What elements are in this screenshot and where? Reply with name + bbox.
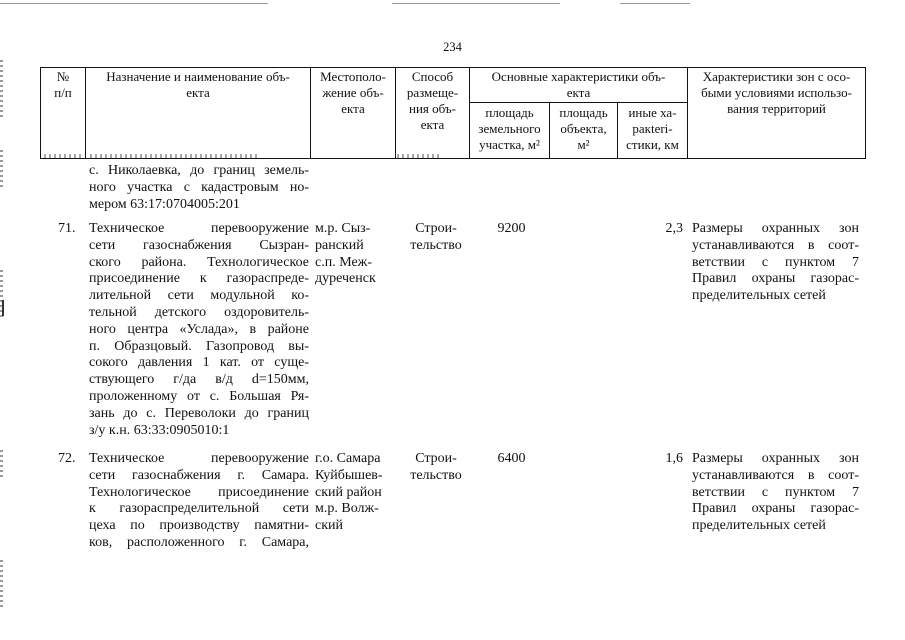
scan-noise: [397, 154, 441, 158]
margin-ink-mark: [2, 300, 4, 316]
row-71-zones: Размеры охранных зон устанавливаются в соот- ветствии с пунктом 7 Правил охраны газорас- пределительных сетей: [692, 221, 859, 304]
column-rule: [865, 67, 866, 159]
header-border-bottom: [40, 158, 866, 159]
page-number: 234: [443, 40, 462, 54]
continuation-text: с. Николаевка, до границ земель- ного участка с кадастровым но- мером 63:17:0704005:201: [89, 163, 309, 212]
header-border-top: [40, 67, 866, 68]
row-72-name: Техническое перевооружение сети газоснабжения г. Самара. Технологическое присоединение к газораспределительной сети цеха по производству памятни- ков, расположенного г. Самара,: [89, 451, 309, 550]
row-72-zones: Размеры охранных зон устанавливаются в соот- ветствии с пунктом 7 Правил охраны газорас- пределительных сетей: [692, 451, 859, 534]
subheader-rule: [469, 102, 687, 103]
margin-scan-noise: [0, 560, 3, 610]
scan-noise: [44, 154, 82, 158]
header-num: № п/п: [54, 69, 72, 100]
header-land-area: площадь земельного участка, м²: [478, 105, 541, 152]
row-72-other: 1,6: [665, 451, 683, 466]
row-71-number: 71.: [58, 221, 76, 236]
row-71-other: 2,3: [665, 221, 683, 236]
row-71-name: Техническое перевооружение сети газоснабжения Сызран- ского района. Технологическое присоединение к газораспреде- лительной сети модульной ко- тельной детского оздоровитель- ного центра «Услада», в районе п. Образцовый. Газопровод вы- сокого давления 1 кат. от суще- ствующего г/да в/д d=150мм, проложенному от с. Большая Ря- зань до с. Переволоки до границ з/у к.н. 63:33:0905010:1: [89, 221, 309, 438]
top-scan-edge: [392, 3, 560, 4]
row-71-method: Строи- тельство: [410, 221, 462, 253]
row-71-location: м.р. Сыз- ранский с.п. Меж- дуреченск: [315, 221, 376, 287]
row-71-land-area: 9200: [497, 221, 526, 236]
margin-scan-noise: [0, 450, 3, 480]
row-72-location: г.о. Самара Куйбышев- ский район м.р. Волж- ский: [315, 451, 383, 534]
margin-scan-noise: [0, 150, 3, 190]
top-scan-edge: [0, 3, 268, 4]
header-method: Способ размеще- ния объ- екта: [406, 69, 459, 132]
row-72-method: Строи- тельство: [410, 451, 462, 483]
margin-scan-noise: [0, 60, 3, 120]
header-object-area: площадь объекта, м²: [559, 105, 608, 152]
scan-noise: [90, 154, 260, 158]
header-other-characteristics: иные ха- ракteri- стики, км: [626, 105, 679, 152]
header-location: Местополо- жение объ- екта: [320, 69, 386, 116]
row-72-number: 72.: [58, 451, 76, 466]
header-main-characteristics: Основные характеристики объ- екта: [491, 69, 666, 100]
row-72-land-area: 6400: [497, 451, 526, 466]
table-header: [40, 67, 866, 159]
header-name: Назначение и наименование объ- екта: [106, 69, 290, 100]
top-scan-edge: [620, 3, 690, 4]
header-zone-characteristics: Характеристики зон с осо- быми условиями использо- вания территорий: [701, 69, 852, 116]
